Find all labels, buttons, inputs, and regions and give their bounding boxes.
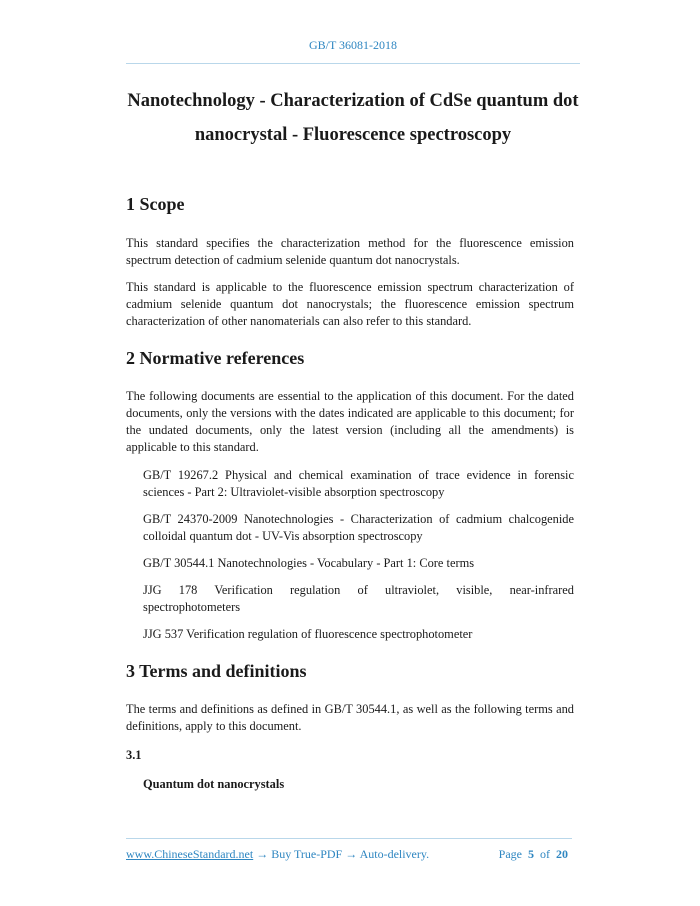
section-heading-terms-definitions: 3 Terms and definitions [126,661,307,681]
reference-item: JJG 178 Verification regulation of ultraviolet, visible, near-infrared spectrophotometers [143,583,574,614]
document-title [126,84,580,152]
reference-item: JJG 537 Verification regulation of fluorescence spectrophotometer [143,627,473,641]
term-title: Quantum dot nanocrystals [143,777,285,791]
footer-divider [126,838,572,839]
website-link[interactable]: www.ChineseStandard.net [126,847,254,861]
of-label: of [540,847,550,861]
document-id-header: GB/T 36081-2018 [308,38,398,52]
page-indicator [499,847,568,862]
reference-item: GB/T 30544.1 Nanotechnologies - Vocabulary - Part 1: Core terms [143,556,475,570]
current-page-number: 5 [528,847,534,861]
scope-paragraph-2: This standard is applicable to the fluorescence emission spectrum characterization of cadmium selenide quantum dot nanocrystals; the fluorescence emission spectrum characterization of other nanomaterials can also refer to this standard. [126,280,574,328]
subsection-number: 3.1 [126,748,142,762]
page-footer [126,847,572,862]
scope-paragraph-1: This standard specifies the characterization method for the fluorescence emission spectrum detection of cadmium selenide quantum dot nanocrystals. [126,236,574,267]
reference-item: GB/T 24370-2009 Nanotechnologies - Characterization of cadmium chalcogenide colloidal quantum dot - UV-Vis absorption spectroscopy [143,512,574,543]
section-heading-scope: 1 Scope [126,194,185,214]
footer-promo-text: → Buy True-PDF → Auto-delivery. [253,847,430,861]
title-line-2: nanocrystal - Fluorescence spectroscopy [194,125,512,145]
section-heading-normative-references: 2 Normative references [126,348,305,368]
header-divider [126,63,580,64]
document-body [126,192,574,793]
title-line-1: Nanotechnology - Characterization of CdSe quantum dot [127,91,579,111]
total-pages: 20 [556,847,568,861]
normative-intro: The following documents are essential to the application of this document. For the dated documents, only the versions with the dates indicated are applicable to this document; for the undated documents, only the latest version (including all the amendments) is applicable to this standard. [126,389,574,454]
page-label: Page [498,847,522,861]
terms-intro: The terms and definitions as defined in GB/T 30544.1, as well as the following terms and definitions, apply to this document. [126,702,574,733]
reference-item: GB/T 19267.2 Physical and chemical examination of trace evidence in forensic sciences - Part 2: Ultraviolet-visible absorption spectroscopy [143,468,574,499]
